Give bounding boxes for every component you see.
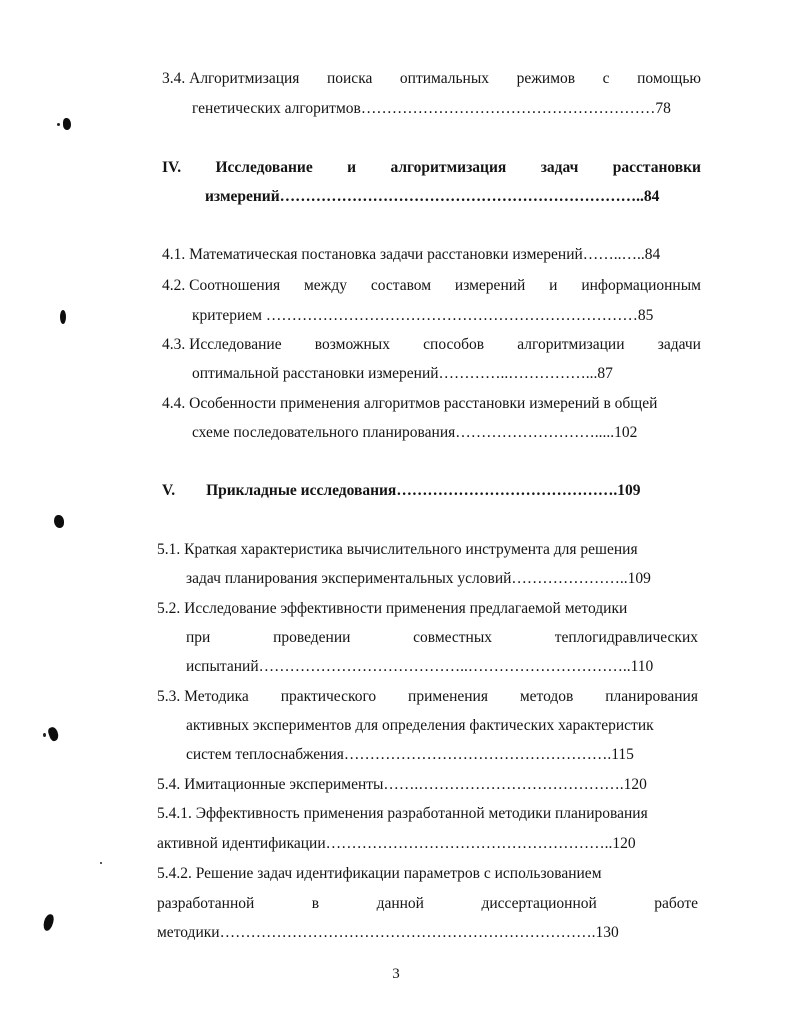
toc-item-5-4-1-line2: активной идентификации………………………………………………..120 [157,835,636,852]
toc-word: режимов [516,70,576,87]
toc-word: практического [280,688,377,705]
scan-artifact [57,123,60,126]
scan-artifact [60,310,66,324]
toc-word: 5.3. Методика [157,688,249,705]
toc-word: диссертационной [481,895,597,912]
toc-item-5-3-line2: активных экспериментов для определения фактических характеристик [186,717,654,734]
toc-word: расстановки [612,159,701,176]
toc-item-3-4-line2: генетических алгоритмов…………………………………………………78 [192,100,671,117]
toc-chapter-4-line2: измерений……………………………………………………………..84 [205,188,660,205]
toc-word: методов [519,688,574,705]
toc-word: составом [370,277,432,294]
toc-word: 3.4. Алгоритмизация [162,70,300,87]
toc-item-5-1-line2: задач планирования экспериментальных условий…………………..109 [186,570,651,587]
toc-item-4-1: 4.1. Математическая постановка задачи расстановки измерений……..…..84 [162,246,661,263]
toc-item-5-4-1-line1: 5.4.1. Эффективность применения разработанной методики планирования [157,805,648,822]
scan-artifact [43,733,46,737]
toc-item-4-4-line1: 4.4. Особенности применения алгоритмов расстановки измерений в общей [162,395,658,412]
toc-item-4-2-line2: критерием ………………………………………………………………85 [192,307,654,324]
toc-word: измерений [454,277,526,294]
toc-item-5-4: 5.4. Имитационные эксперименты…….………………………………….120 [157,776,647,793]
toc-word: информационным [581,277,701,294]
toc-word: алгоритмизации [517,336,625,353]
toc-item-5-4-2-line2 [157,894,698,914]
toc-word: оптимальных [399,70,490,87]
toc-word: данной [376,895,424,912]
toc-item-4-2-line1 [162,276,701,296]
toc-item-5-2-line3: испытаний…………………………………..…………………………..110 [186,658,654,675]
toc-word: и [549,277,558,294]
toc-item-5-2-line1: 5.2. Исследование эффективности применения предлагаемой методики [157,600,628,617]
toc-item-5-3-line1 [157,687,698,707]
toc-word: помощью [637,70,701,87]
scan-artifact [63,118,71,130]
toc-item-4-4-line2: схеме последовательного планирования……………………….....102 [192,424,638,441]
toc-word: совместных [413,629,493,646]
toc-word: применения [408,688,488,705]
toc-word: IV. [162,159,182,176]
toc-word: 4.3. Исследование [162,336,282,353]
toc-word: способов [423,336,485,353]
toc-item-5-1-line1: 5.1. Краткая характеристика вычислительного инструмента для решения [157,541,638,558]
toc-item-5-4-2-line3: методики……………………………………………………………….130 [157,924,619,941]
toc-word: и [347,159,357,176]
toc-item-4-3-line1 [162,335,701,355]
toc-chapter-5 [162,481,640,501]
toc-item-5-3-line3: систем теплоснабжения…………………………………………….115 [186,746,634,763]
toc-word: 4.2. Соотношения [162,277,281,294]
toc-word: работе [654,895,698,912]
toc-item-3-4-line1 [162,69,701,89]
scan-artifact [42,913,55,932]
toc-word: при [186,629,211,646]
toc-word: задач [540,159,579,176]
scan-artifact [47,726,60,742]
toc-word: поиска [326,70,373,87]
toc-item-5-4-2-line1: 5.4.2. Решение задач идентификации параметров с использованием [157,865,602,882]
toc-word: с [602,70,610,87]
toc-word: разработанной [157,895,255,912]
toc-word: в [311,895,320,912]
scan-artifact [54,515,64,528]
toc-word: Исследование [215,159,313,176]
toc-item-5-2-line2 [186,628,698,648]
toc-word: проведении [273,629,351,646]
scan-artifact [100,862,102,864]
toc-chapter-5-label: V. Прикладные исследования…………………………………….109 [162,482,641,499]
toc-word: задачи [657,336,701,353]
page-number: 3 [392,966,400,982]
toc-word: возможных [314,336,390,353]
toc-word: алгоритмизация [390,159,507,176]
toc-item-4-3-line2: оптимальной расстановки измерений…………..……………...87 [192,365,613,382]
toc-chapter-4-line1 [162,158,701,178]
toc-word: теплогидравлических [554,629,698,646]
toc-word: планирования [605,688,698,705]
toc-word: между [303,277,348,294]
